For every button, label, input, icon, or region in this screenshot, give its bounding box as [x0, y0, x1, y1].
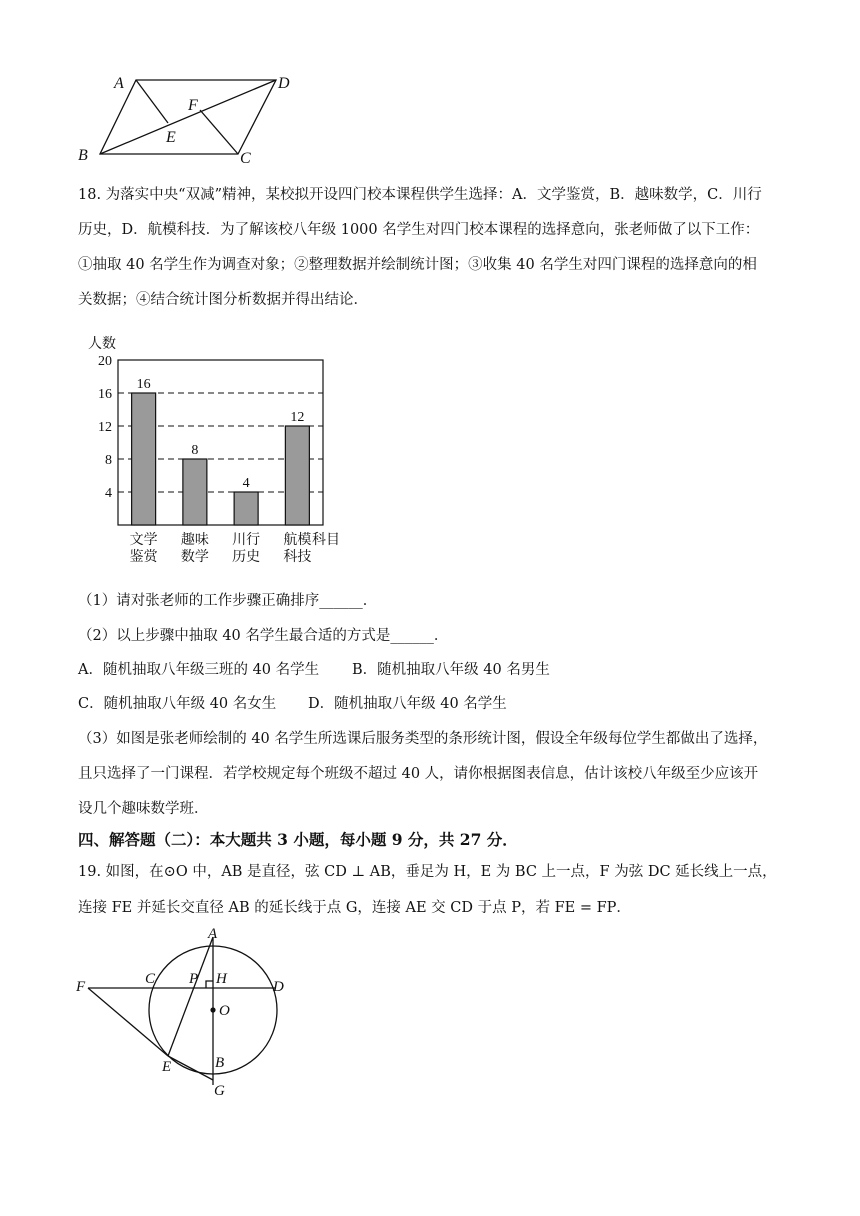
label-B2: B: [215, 1055, 225, 1071]
q18-line2: 历史，D．航模科技．为了解该校八年级 1000 名学生对四门校本课程的选择意向，张老师做了以下工作：: [78, 222, 760, 238]
category-label: 航模: [283, 532, 312, 548]
bar-value-label: 4: [242, 476, 250, 491]
q18-sub2: （2）以上步骤中抽取 40 名学生最合适的方式是______．: [78, 628, 449, 644]
label-O2: O: [219, 1003, 230, 1019]
y-tick-label: 16: [98, 387, 112, 402]
label-D2: D: [273, 979, 284, 995]
option-a: A．随机抽取八年级三班的 40 名学生: [78, 662, 320, 678]
label-A2: A: [208, 926, 218, 942]
y-tick-label: 4: [105, 486, 112, 501]
label-F2: F: [76, 979, 86, 995]
option-c: C．随机抽取八年级 40 名女生: [78, 696, 277, 712]
category-label: 数学: [180, 549, 209, 565]
label-F: F: [188, 97, 198, 114]
bar: [234, 492, 258, 525]
q18-line1: 18. 为落实中央“双减”精神，某校拟开设四门校本课程供学生选择：A．文学鉴赏，B．越味数学，C．川行: [78, 187, 762, 203]
y-tick-label: 20: [98, 354, 112, 369]
label-H2: H: [216, 971, 227, 987]
chart-ylabel: 人数: [88, 336, 116, 352]
bar: [132, 393, 156, 525]
label-P2: P: [189, 971, 199, 987]
q18-line4: 关数据；④结合统计图分析数据并得出结论．: [78, 292, 368, 308]
label-D: D: [278, 75, 290, 92]
y-tick-label: 8: [105, 453, 112, 468]
q18-line3: ①抽取 40 名学生作为调查对象；②整理数据并绘制统计图；③收集 40 名学生对四门课程的选择意向的相: [78, 257, 757, 273]
q18-sub3-line1: （3）如图是张老师绘制的 40 名学生所选课后服务类型的条形统计图，假设全年级每位学生都做出了选择，: [78, 731, 768, 747]
category-label: 科技: [283, 549, 312, 565]
category-label: 历史: [232, 549, 261, 565]
q19-line2: 连接 FE 并延长交直径 AB 的延长线于点 G，连接 AE 交 CD 于点 P，若 FE = FP．: [78, 900, 631, 916]
section-heading: 四、解答题（二）：本大题共 3 小题，每小题 9 分，共 27 分．: [78, 830, 518, 849]
label-E: E: [166, 129, 176, 146]
q18-sub1: （1）请对张老师的工作步骤正确排序______．: [78, 593, 378, 609]
bar-value-label: 12: [290, 410, 305, 425]
bar: [285, 426, 309, 525]
label-C2: C: [145, 971, 156, 987]
q18-sub3-line3: 设几个趣味数学班．: [78, 801, 209, 817]
category-label: 鉴赏: [129, 549, 158, 565]
label-G2: G: [214, 1083, 225, 1099]
label-A: A: [114, 75, 124, 92]
label-E2: E: [162, 1059, 172, 1075]
q18-sub3-line2: 且只选择了一门课程．若学校规定每个班级不超过 40 人，请你根据图表信息，估计该校八年级至少应该开: [78, 766, 759, 782]
circle-figure: [70, 925, 300, 1100]
bar: [183, 459, 207, 525]
category-label: 文学: [129, 532, 158, 548]
chart-xlabel: 科目: [312, 532, 340, 548]
label-C: C: [240, 150, 251, 167]
category-label: 川行: [232, 532, 261, 548]
parallelogram-figure: [70, 68, 300, 168]
option-d: D．随机抽取八年级 40 名学生: [308, 696, 507, 712]
option-b: B．随机抽取八年级 40 名男生: [352, 662, 550, 678]
y-tick-label: 12: [98, 420, 112, 435]
bar-chart: [80, 330, 360, 570]
q19-line1: 19. 如图，在⊙O 中，AB 是直径，弦 CD ⊥ AB，垂足为 H，E 为 BC 上一点，F 为弦 DC 延长线上一点，: [78, 864, 777, 880]
bar-value-label: 16: [136, 377, 151, 392]
category-label: 趣味: [180, 532, 209, 548]
label-B: B: [78, 147, 88, 164]
bar-value-label: 8: [191, 443, 199, 458]
